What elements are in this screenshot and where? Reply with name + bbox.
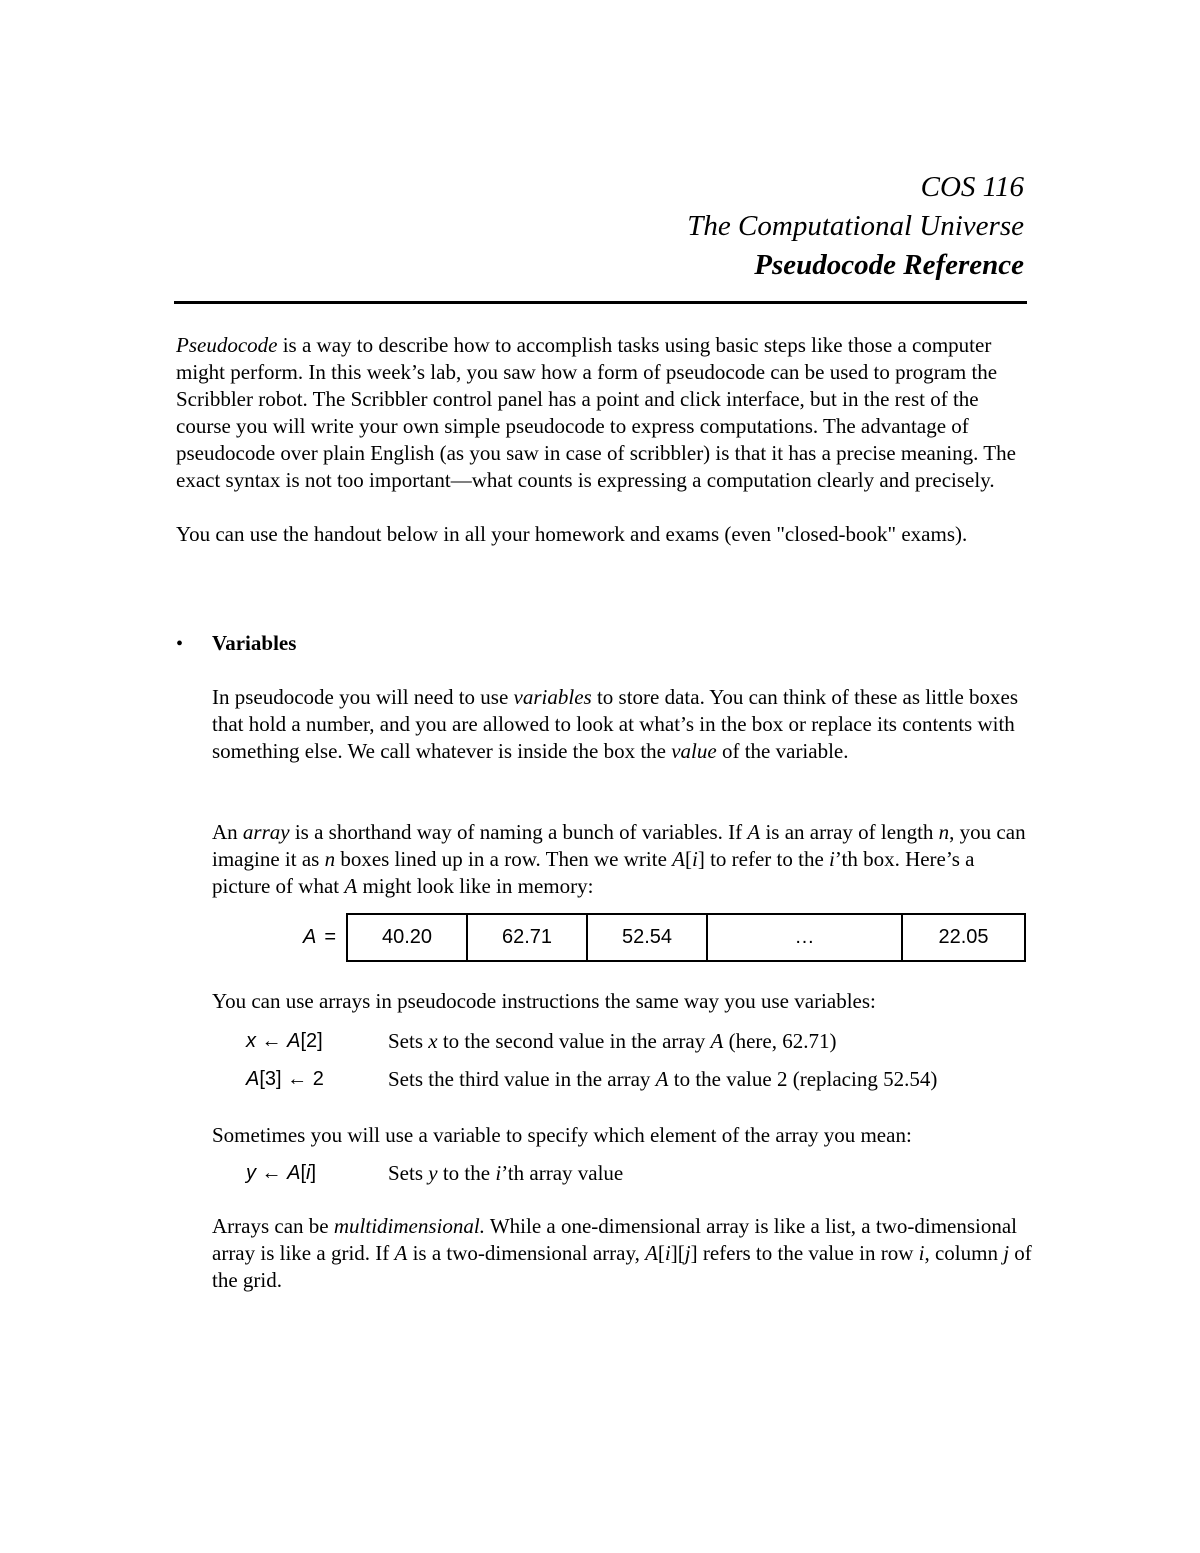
var: A xyxy=(710,1029,724,1053)
course-code: COS 116 xyxy=(920,171,1024,203)
section-title: Variables xyxy=(212,631,297,655)
instruction-code xyxy=(246,1028,388,1055)
bracket: ] xyxy=(310,1162,317,1184)
header-divider xyxy=(174,301,1027,304)
array-figure xyxy=(280,913,1026,962)
term-variables: variables xyxy=(513,685,592,709)
instruction-description xyxy=(388,1160,623,1187)
intro-paragraph-1-text: is a way to describe how to accomplish tasks using basic steps like those a computer might perform. In this week’s lab, you saw how a form of pseudocode can be used to program the Scribbler robot. The Scribbler control panel has a point and click interface, but in the rest of the course you will write your own simple pseudocode to express computations. The advantage of pseudocode over plain English (as you saw in case of scribbler) is that it has a precise meaning. The exact syntax is not too important—what counts is expressing a computation clearly and precisely. xyxy=(176,333,1016,492)
text-run: ’th box. Here’s a picture of what xyxy=(212,847,975,898)
intro-paragraph-1 xyxy=(176,332,1036,494)
document-header xyxy=(687,168,1024,285)
text-run: of the grid. xyxy=(212,1241,1032,1292)
text-run: ] to refer to the xyxy=(697,847,830,871)
var: A xyxy=(287,1030,301,1052)
instruction-row-1 xyxy=(246,1028,836,1055)
pseudocode-term: Pseudocode xyxy=(176,333,278,357)
text-run: In pseudocode you will need to use xyxy=(212,685,514,709)
array-cell: 52.54 xyxy=(588,915,708,960)
term-multidimensional: multidimensional. xyxy=(333,1214,485,1238)
array-cell-ellipsis: … xyxy=(708,915,903,960)
instruction-code xyxy=(246,1066,388,1093)
arrow-op: ← 2 xyxy=(281,1068,324,1090)
text-run: is an array of length xyxy=(760,820,939,844)
text-run: Sets xyxy=(388,1029,429,1053)
index: [2] xyxy=(300,1030,323,1052)
term-value: value xyxy=(671,739,717,763)
intro-section xyxy=(176,332,1036,548)
array-cell: 22.05 xyxy=(938,926,989,948)
variables-paragraph xyxy=(212,684,1032,765)
array-label xyxy=(280,926,346,949)
var: A xyxy=(287,1162,301,1184)
index: [3] xyxy=(259,1068,282,1090)
text-run: , you can imagine it as xyxy=(212,820,1026,871)
document-title: Pseudocode Reference xyxy=(754,249,1024,281)
array-cell: 62.71 xyxy=(468,915,588,960)
text-run: Arrays can be xyxy=(212,1214,334,1238)
var: A xyxy=(747,820,761,844)
text-run: , column xyxy=(924,1241,1004,1265)
text-run: Sets the third value in the array xyxy=(388,1067,656,1091)
array-cell: 40.20 xyxy=(348,915,468,960)
use-arrays-paragraph xyxy=(212,988,1032,1015)
text-run: [ xyxy=(684,847,692,871)
text-run: [ xyxy=(657,1241,665,1265)
var: y xyxy=(428,1161,438,1185)
text-run: of the variable. xyxy=(716,739,849,763)
array-boxes xyxy=(346,913,1026,962)
text-run: ][ xyxy=(670,1241,685,1265)
bullet-row xyxy=(176,630,1036,658)
intro-paragraph-2: You can use the handout below in all your homework and exams (even "closed-book" exams). xyxy=(176,522,968,546)
variables-section-heading xyxy=(176,630,1036,658)
text-run: Sets xyxy=(388,1161,429,1185)
instruction-description xyxy=(388,1066,937,1093)
var: n xyxy=(938,820,950,844)
var: i xyxy=(918,1241,925,1265)
use-arrays-text: You can use arrays in pseudocode instructions the same way you use variables: xyxy=(212,989,876,1013)
text-run: might look like in memory: xyxy=(357,874,594,898)
var: i xyxy=(829,847,835,871)
arrow-op: ← xyxy=(256,1162,288,1184)
var: i xyxy=(664,1241,671,1265)
var: i xyxy=(691,847,698,871)
text-run: to store data. You can think of these as little boxes that hold a number, and you are allowed to look at what’s in the box or replace its contents with something else. We call whatever is inside the box the xyxy=(212,685,1019,763)
var: A xyxy=(344,874,358,898)
text-run: While a one-dimensional array is like a list, a two-dimensional array is like a grid. If xyxy=(212,1214,1018,1265)
multidimensional-paragraph xyxy=(212,1213,1032,1294)
var: A xyxy=(394,1241,408,1265)
instruction-description xyxy=(388,1028,836,1055)
var: A xyxy=(246,1068,260,1090)
text-run: ] refers to the value in row xyxy=(690,1241,919,1265)
var: j xyxy=(1003,1241,1010,1265)
instruction-row-3 xyxy=(246,1160,623,1187)
text-run: boxes lined up in a row. Then we write xyxy=(335,847,673,871)
course-subtitle: The Computational Universe xyxy=(687,210,1024,242)
text-run: ’th array value xyxy=(501,1161,624,1185)
text-run: is a two-dimensional array, xyxy=(407,1241,646,1265)
bracket: [ xyxy=(300,1162,307,1184)
variable-index-paragraph xyxy=(212,1122,1032,1149)
instruction-row-2 xyxy=(246,1066,937,1093)
var: i xyxy=(495,1161,502,1185)
text-run: to the xyxy=(437,1161,496,1185)
variable-index-text: Sometimes you will use a variable to specify which element of the array you mean: xyxy=(212,1123,912,1147)
var: A xyxy=(655,1067,669,1091)
var: x xyxy=(246,1030,256,1052)
bullet-icon: • xyxy=(176,633,184,655)
equals-sign: = xyxy=(324,926,336,948)
var: i xyxy=(306,1162,311,1184)
arrow-op: ← xyxy=(256,1030,288,1052)
var: A xyxy=(672,847,685,871)
var: x xyxy=(428,1029,438,1053)
text-run: (here, 62.71) xyxy=(723,1029,837,1053)
var: y xyxy=(246,1162,256,1184)
text-run: is a shorthand way of naming a bunch of variables. If xyxy=(289,820,748,844)
array-paragraph xyxy=(212,819,1032,900)
var: j xyxy=(684,1241,691,1265)
array-name: A xyxy=(302,926,317,948)
instruction-code xyxy=(246,1160,388,1187)
text-run: to the second value in the array xyxy=(437,1029,711,1053)
var: A xyxy=(645,1241,658,1265)
text-run: to the value 2 (replacing 52.54) xyxy=(668,1067,938,1091)
term-array: array xyxy=(242,820,290,844)
var: n xyxy=(324,847,336,871)
text-run: An xyxy=(212,820,243,844)
